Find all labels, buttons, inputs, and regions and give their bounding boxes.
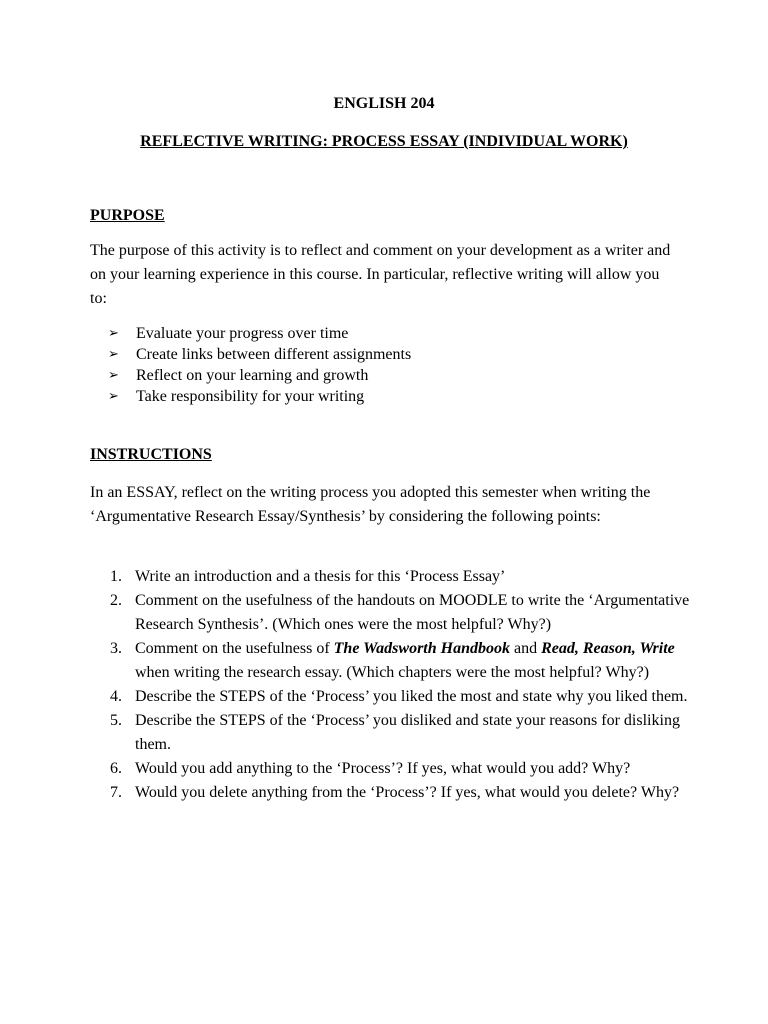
item-number: 3. [110,640,122,657]
item-number: 4. [110,688,122,705]
item-text: Comment on the usefulness of the handouts on MOODLE to write the ‘Argumentative Research Synthesis’. (Which ones were the most helpful? Why?) [135,592,690,633]
item-number: 6. [110,760,122,777]
item-text-post: when writing the research essay. (Which chapters were the most helpful? Why?) [135,664,650,681]
book-title-read-reason-write: Read, Reason, Write [541,640,675,657]
item-number: 1. [110,568,122,585]
list-item [90,781,690,805]
book-title-wadsworth: The Wadsworth Handbook [333,640,510,657]
item-number: 5. [110,712,122,729]
purpose-heading: PURPOSE [90,207,165,224]
item-number: 2. [110,592,122,609]
course-title: ENGLISH 204 [333,95,435,112]
item-text-mid: and [509,640,542,657]
list-item: ➢ Create links between different assignments [108,346,412,363]
list-item [90,709,690,757]
item-number: 7. [110,784,122,801]
item-text: Describe the STEPS of the ‘Process’ you liked the most and state why you liked them. [135,688,688,705]
item-text: Would you add anything to the ‘Process’? If yes, what would you add? Why? [135,760,631,777]
list-item: ➢ Evaluate your progress over time [108,325,349,342]
list-item [90,565,690,589]
document-title: REFLECTIVE WRITING: PROCESS ESSAY (INDIVIDUAL WORK) [140,133,628,150]
arrowhead-bullet-icon: ➢ [108,326,119,341]
instructions-numbered-list [90,565,690,805]
item-text: Would you delete anything from the ‘Process’? If yes, what would you delete? Why? [135,784,680,801]
item-text-pre: Comment on the usefulness of [135,640,334,657]
list-item [90,589,690,637]
list-item: ➢ Reflect on your learning and growth [108,367,369,384]
arrowhead-bullet-icon: ➢ [108,347,119,362]
list-item [90,757,690,781]
arrowhead-bullet-icon: ➢ [108,368,119,383]
list-item: ➢ Take responsibility for your writing [108,388,365,405]
instructions-paragraph: In an ESSAY, reflect on the writing process you adopted this semester when writing the ‘Argumentative Research Essay/Synthesis’ by considering the following points: [90,484,651,525]
item-text: Write an introduction and a thesis for this ‘Process Essay’ [135,568,506,585]
instructions-heading: INSTRUCTIONS [90,446,212,463]
arrowhead-bullet-icon: ➢ [108,389,119,404]
list-item [90,637,690,685]
list-item [90,685,690,709]
purpose-bullet-list [108,323,411,407]
item-text: Describe the STEPS of the ‘Process’ you disliked and state your reasons for disliking them. [135,712,680,753]
purpose-paragraph: The purpose of this activity is to reflect and comment on your development as a writer and on your learning experience in this course. In particular, reflective writing will allow you to: [90,242,671,307]
